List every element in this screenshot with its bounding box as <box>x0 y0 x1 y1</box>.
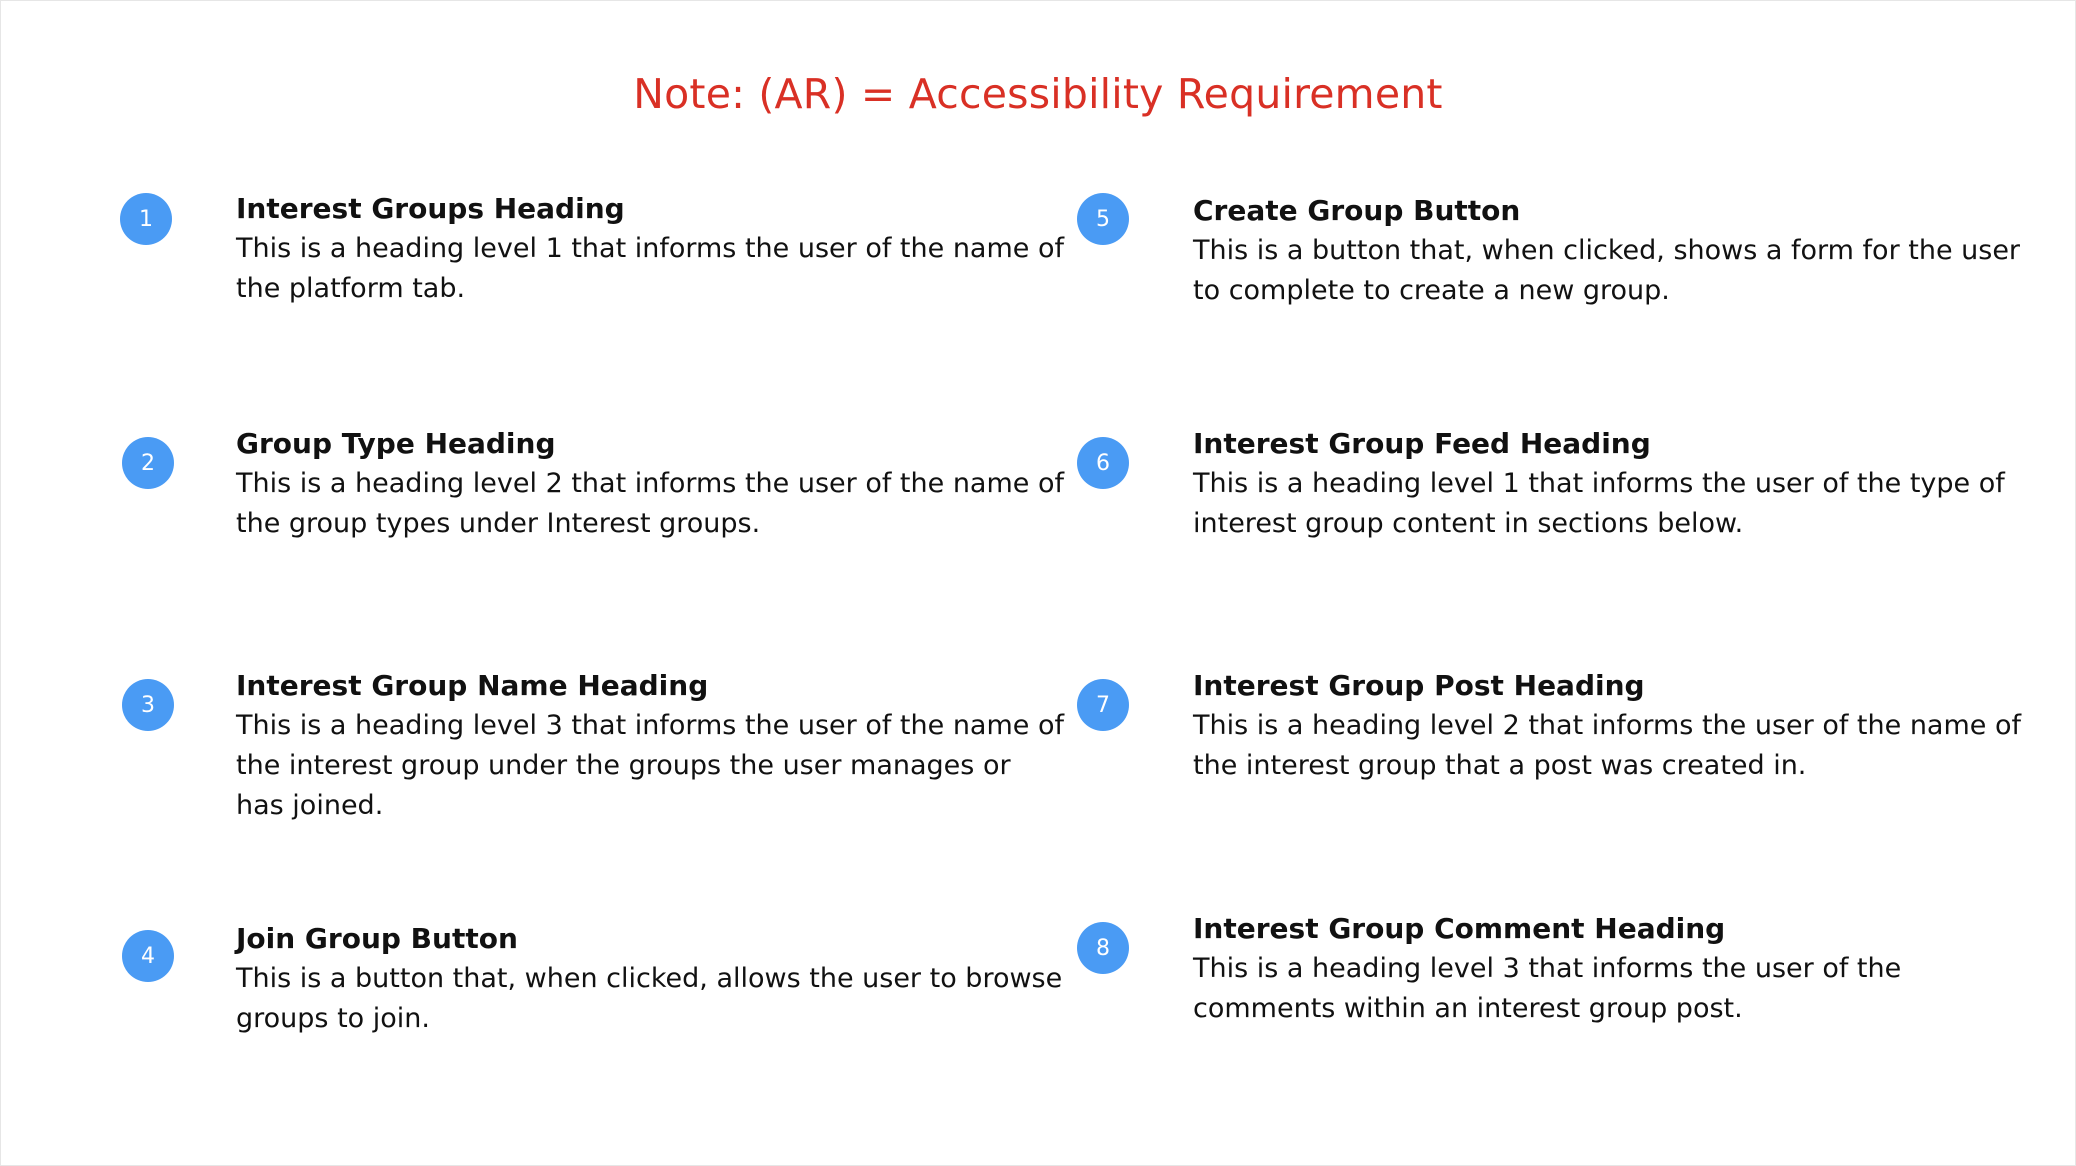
number-badge: 6 <box>1077 437 1129 489</box>
item-title: Interest Groups Heading <box>236 192 625 225</box>
item-description: This is a heading level 3 that informs the user of the comments within an interest group post. <box>1193 953 1902 1024</box>
item-description: This is a button that, when clicked, allows the user to browse groups to join. <box>236 963 1063 1034</box>
number-badge: 4 <box>122 930 174 982</box>
item-description: This is a heading level 1 that informs the user of the type of interest group content in sections below. <box>1193 468 2005 539</box>
number-badge: 8 <box>1077 922 1129 974</box>
number-badge: 5 <box>1077 193 1129 245</box>
item-title: Create Group Button <box>1193 194 1521 227</box>
number-badge: 2 <box>122 437 174 489</box>
number-badge: 3 <box>122 679 174 731</box>
number-badge: 7 <box>1077 679 1129 731</box>
item-title: Interest Group Feed Heading <box>1193 427 1651 460</box>
item-description: This is a button that, when clicked, shows a form for the user to complete to create a new group. <box>1193 235 2021 306</box>
number-badge: 1 <box>120 193 172 245</box>
item-title: Join Group Button <box>236 922 518 955</box>
item-title: Interest Group Name Heading <box>236 669 709 702</box>
item-description: This is a heading level 2 that informs the user of the name of the interest group that a post was created in. <box>1193 710 2021 781</box>
accessibility-note: Note: (AR) = Accessibility Requirement <box>633 70 1443 118</box>
item-title: Group Type Heading <box>236 427 556 460</box>
item-description: This is a heading level 3 that informs the user of the name of the interest group under the groups the user manages or has joined. <box>236 710 1064 821</box>
item-title: Interest Group Post Heading <box>1193 669 1645 702</box>
item-description: This is a heading level 2 that informs the user of the name of the group types under Interest groups. <box>236 468 1064 539</box>
item-description: This is a heading level 1 that informs the user of the name of the platform tab. <box>236 233 1064 304</box>
item-title: Interest Group Comment Heading <box>1193 912 1726 945</box>
